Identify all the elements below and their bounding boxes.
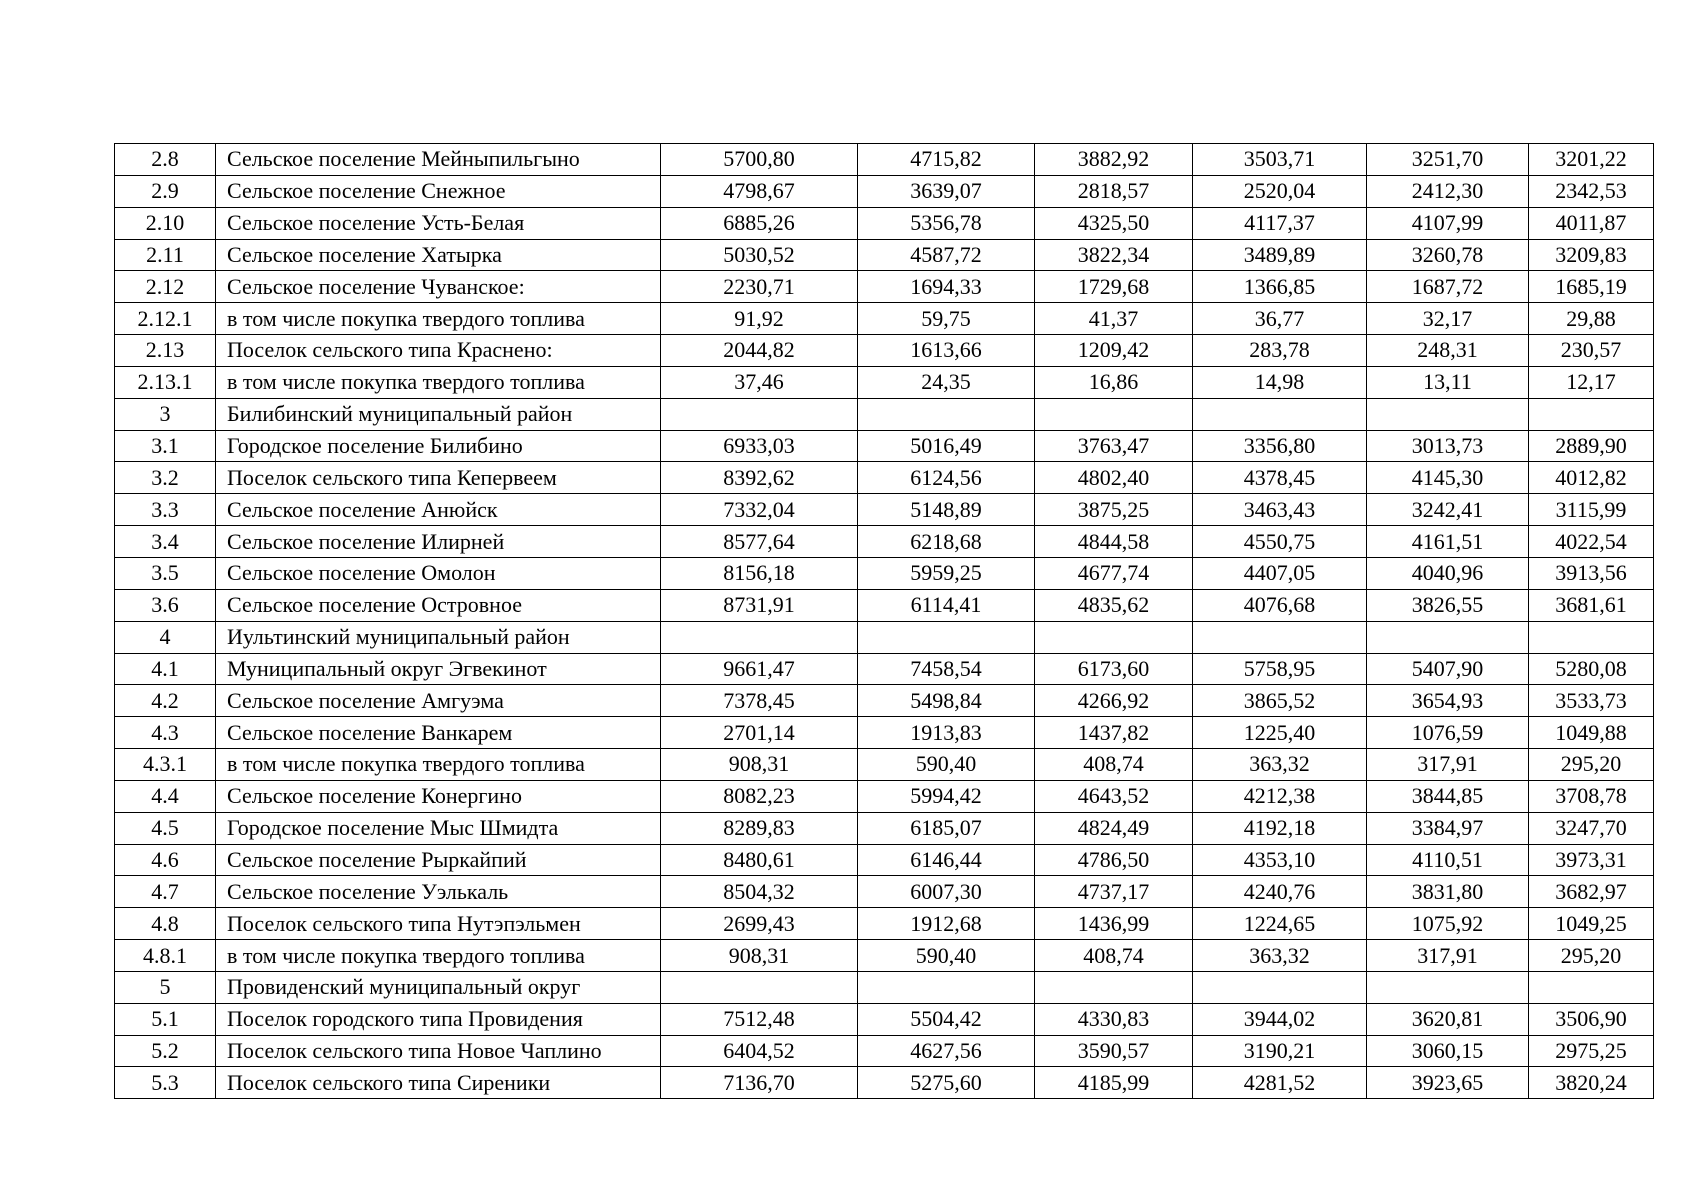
row-number-cell: 2.9: [115, 175, 216, 207]
row-number-cell: 3.4: [115, 526, 216, 558]
table-row: [115, 526, 1654, 558]
value-cell-col-5: [1367, 621, 1529, 653]
value-cell-col-2: 59,75: [858, 303, 1035, 335]
table-row: [115, 589, 1654, 621]
value-cell-col-5: 3844,85: [1367, 780, 1529, 812]
row-number-cell: 3: [115, 398, 216, 430]
value-cell-col-4: [1193, 971, 1367, 1003]
value-cell-col-5: 248,31: [1367, 335, 1529, 367]
value-cell-col-3: 4677,74: [1035, 557, 1193, 589]
value-cell-col-5: 317,91: [1367, 940, 1529, 972]
value-cell-col-3: [1035, 971, 1193, 1003]
value-cell-col-5: 1075,92: [1367, 908, 1529, 940]
row-number-cell: 3.6: [115, 589, 216, 621]
value-cell-col-5: 4107,99: [1367, 207, 1529, 239]
value-cell-col-4: [1193, 398, 1367, 430]
table-row: [115, 876, 1654, 908]
value-cell-col-5: 1076,59: [1367, 717, 1529, 749]
value-cell-col-3: 3875,25: [1035, 494, 1193, 526]
value-cell-col-5: [1367, 971, 1529, 1003]
value-cell-col-2: 1912,68: [858, 908, 1035, 940]
table-row: [115, 1035, 1654, 1067]
value-cell-col-1: 2044,82: [661, 335, 858, 367]
value-cell-col-4: 3356,80: [1193, 430, 1367, 462]
value-cell-col-3: 4835,62: [1035, 589, 1193, 621]
value-cell-col-6: 2975,25: [1529, 1035, 1654, 1067]
value-cell-col-4: [1193, 621, 1367, 653]
settlement-name-cell: Сельское поселение Амгуэма: [216, 685, 661, 717]
row-number-cell: 2.12.1: [115, 303, 216, 335]
value-cell-col-5: 3060,15: [1367, 1035, 1529, 1067]
value-cell-col-6: 295,20: [1529, 749, 1654, 781]
table-row: [115, 844, 1654, 876]
table-row: [115, 780, 1654, 812]
value-cell-col-6: 4011,87: [1529, 207, 1654, 239]
value-cell-col-4: 4192,18: [1193, 812, 1367, 844]
table-row: [115, 398, 1654, 430]
row-number-cell: 2.12: [115, 271, 216, 303]
value-cell-col-2: 6218,68: [858, 526, 1035, 558]
value-cell-col-4: 4550,75: [1193, 526, 1367, 558]
value-cell-col-5: 3251,70: [1367, 144, 1529, 176]
value-cell-col-2: 4587,72: [858, 239, 1035, 271]
row-number-cell: 5: [115, 971, 216, 1003]
value-cell-col-2: 590,40: [858, 749, 1035, 781]
settlement-name-cell: Поселок сельского типа Сиреники: [216, 1067, 661, 1099]
value-cell-col-2: 5016,49: [858, 430, 1035, 462]
settlement-name-cell: Сельское поселение Илирней: [216, 526, 661, 558]
settlement-name-cell: в том числе покупка твердого топлива: [216, 366, 661, 398]
value-cell-col-6: 12,17: [1529, 366, 1654, 398]
value-cell-col-1: 8392,62: [661, 462, 858, 494]
value-cell-col-2: 5356,78: [858, 207, 1035, 239]
value-cell-col-1: 8082,23: [661, 780, 858, 812]
value-cell-col-5: 3260,78: [1367, 239, 1529, 271]
row-number-cell: 5.3: [115, 1067, 216, 1099]
value-cell-col-1: 91,92: [661, 303, 858, 335]
table-row: [115, 749, 1654, 781]
value-cell-col-6: 3682,97: [1529, 876, 1654, 908]
table-row: [115, 908, 1654, 940]
settlement-name-cell: Билибинский муниципальный район: [216, 398, 661, 430]
value-cell-col-6: 2342,53: [1529, 175, 1654, 207]
settlement-name-cell: Сельское поселение Хатырка: [216, 239, 661, 271]
value-cell-col-4: 14,98: [1193, 366, 1367, 398]
value-cell-col-6: 3201,22: [1529, 144, 1654, 176]
value-cell-col-1: 5700,80: [661, 144, 858, 176]
value-cell-col-6: 3506,90: [1529, 1003, 1654, 1035]
value-cell-col-6: 1685,19: [1529, 271, 1654, 303]
settlement-name-cell: Сельское поселение Мейныпильгыно: [216, 144, 661, 176]
value-cell-col-3: 3590,57: [1035, 1035, 1193, 1067]
value-cell-col-6: [1529, 621, 1654, 653]
table-row: [115, 175, 1654, 207]
table-row: [115, 621, 1654, 653]
value-cell-col-2: [858, 621, 1035, 653]
value-cell-col-1: 37,46: [661, 366, 858, 398]
value-cell-col-6: 3247,70: [1529, 812, 1654, 844]
value-cell-col-4: 4117,37: [1193, 207, 1367, 239]
value-cell-col-3: 1436,99: [1035, 908, 1193, 940]
value-cell-col-2: 24,35: [858, 366, 1035, 398]
value-cell-col-3: 4737,17: [1035, 876, 1193, 908]
value-cell-col-3: 4330,83: [1035, 1003, 1193, 1035]
table-row: [115, 271, 1654, 303]
row-number-cell: 4.5: [115, 812, 216, 844]
value-cell-col-5: 3620,81: [1367, 1003, 1529, 1035]
value-cell-col-5: 4161,51: [1367, 526, 1529, 558]
row-number-cell: 4.8.1: [115, 940, 216, 972]
value-cell-col-6: 295,20: [1529, 940, 1654, 972]
value-cell-col-3: 6173,60: [1035, 653, 1193, 685]
value-cell-col-4: 3190,21: [1193, 1035, 1367, 1067]
value-cell-col-1: 7512,48: [661, 1003, 858, 1035]
value-cell-col-5: 317,91: [1367, 749, 1529, 781]
row-number-cell: 3.3: [115, 494, 216, 526]
value-cell-col-6: 29,88: [1529, 303, 1654, 335]
value-cell-col-3: 4844,58: [1035, 526, 1193, 558]
value-cell-col-2: 6146,44: [858, 844, 1035, 876]
value-cell-col-3: 408,74: [1035, 940, 1193, 972]
value-cell-col-3: 3882,92: [1035, 144, 1193, 176]
value-cell-col-3: 3822,34: [1035, 239, 1193, 271]
value-cell-col-4: 4378,45: [1193, 462, 1367, 494]
settlement-name-cell: в том числе покупка твердого топлива: [216, 303, 661, 335]
row-number-cell: 2.10: [115, 207, 216, 239]
value-cell-col-2: 5994,42: [858, 780, 1035, 812]
settlement-name-cell: Поселок городского типа Провидения: [216, 1003, 661, 1035]
value-cell-col-4: 363,32: [1193, 749, 1367, 781]
value-cell-col-6: 3913,56: [1529, 557, 1654, 589]
value-cell-col-2: 6124,56: [858, 462, 1035, 494]
value-cell-col-1: 6885,26: [661, 207, 858, 239]
table-body: [115, 144, 1654, 1099]
value-cell-col-4: 4407,05: [1193, 557, 1367, 589]
row-number-cell: 5.1: [115, 1003, 216, 1035]
value-cell-col-3: 4786,50: [1035, 844, 1193, 876]
row-number-cell: 2.13: [115, 335, 216, 367]
value-cell-col-2: 6007,30: [858, 876, 1035, 908]
table-row: [115, 812, 1654, 844]
value-cell-col-4: 4076,68: [1193, 589, 1367, 621]
value-cell-col-3: 4824,49: [1035, 812, 1193, 844]
value-cell-col-4: 3463,43: [1193, 494, 1367, 526]
value-cell-col-1: 4798,67: [661, 175, 858, 207]
value-cell-col-3: 1729,68: [1035, 271, 1193, 303]
value-cell-col-4: 3944,02: [1193, 1003, 1367, 1035]
value-cell-col-1: 908,31: [661, 749, 858, 781]
settlement-name-cell: Сельское поселение Уэлькаль: [216, 876, 661, 908]
value-cell-col-5: 3826,55: [1367, 589, 1529, 621]
row-number-cell: 2.11: [115, 239, 216, 271]
value-cell-col-1: 8289,83: [661, 812, 858, 844]
row-number-cell: 4.2: [115, 685, 216, 717]
value-cell-col-4: 3503,71: [1193, 144, 1367, 176]
value-cell-col-5: 1687,72: [1367, 271, 1529, 303]
value-cell-col-3: 4325,50: [1035, 207, 1193, 239]
value-cell-col-2: 1694,33: [858, 271, 1035, 303]
value-cell-col-5: 3654,93: [1367, 685, 1529, 717]
table-row: [115, 366, 1654, 398]
settlement-name-cell: Сельское поселение Чуванское:: [216, 271, 661, 303]
settlement-name-cell: Сельское поселение Ванкарем: [216, 717, 661, 749]
value-cell-col-4: 283,78: [1193, 335, 1367, 367]
settlement-name-cell: Сельское поселение Рыркайпий: [216, 844, 661, 876]
value-cell-col-6: 3708,78: [1529, 780, 1654, 812]
table-row: [115, 653, 1654, 685]
value-cell-col-1: 8731,91: [661, 589, 858, 621]
value-cell-col-1: 7378,45: [661, 685, 858, 717]
value-cell-col-5: 2412,30: [1367, 175, 1529, 207]
value-cell-col-4: 4353,10: [1193, 844, 1367, 876]
tariff-table: [114, 143, 1654, 1099]
table-row: [115, 717, 1654, 749]
table-row: [115, 207, 1654, 239]
value-cell-col-4: 4240,76: [1193, 876, 1367, 908]
value-cell-col-5: 4145,30: [1367, 462, 1529, 494]
settlement-name-cell: Городское поселение Мыс Шмидта: [216, 812, 661, 844]
value-cell-col-6: 3533,73: [1529, 685, 1654, 717]
value-cell-col-4: 1366,85: [1193, 271, 1367, 303]
value-cell-col-6: 230,57: [1529, 335, 1654, 367]
value-cell-col-6: 5280,08: [1529, 653, 1654, 685]
table-row: [115, 1067, 1654, 1099]
value-cell-col-3: 1209,42: [1035, 335, 1193, 367]
value-cell-col-1: 2230,71: [661, 271, 858, 303]
value-cell-col-1: [661, 621, 858, 653]
value-cell-col-4: 1224,65: [1193, 908, 1367, 940]
value-cell-col-3: 2818,57: [1035, 175, 1193, 207]
value-cell-col-1: 5030,52: [661, 239, 858, 271]
value-cell-col-6: 3973,31: [1529, 844, 1654, 876]
value-cell-col-6: 3115,99: [1529, 494, 1654, 526]
value-cell-col-1: 6933,03: [661, 430, 858, 462]
value-cell-col-2: [858, 971, 1035, 1003]
row-number-cell: 5.2: [115, 1035, 216, 1067]
value-cell-col-1: 8504,32: [661, 876, 858, 908]
value-cell-col-2: 5148,89: [858, 494, 1035, 526]
value-cell-col-5: 32,17: [1367, 303, 1529, 335]
value-cell-col-3: 16,86: [1035, 366, 1193, 398]
value-cell-col-5: 3242,41: [1367, 494, 1529, 526]
row-number-cell: 4.8: [115, 908, 216, 940]
value-cell-col-3: 4266,92: [1035, 685, 1193, 717]
table-row: [115, 940, 1654, 972]
value-cell-col-2: 3639,07: [858, 175, 1035, 207]
value-cell-col-2: 1613,66: [858, 335, 1035, 367]
value-cell-col-1: 8480,61: [661, 844, 858, 876]
row-number-cell: 4.3.1: [115, 749, 216, 781]
value-cell-col-4: 363,32: [1193, 940, 1367, 972]
table-row: [115, 335, 1654, 367]
value-cell-col-3: 408,74: [1035, 749, 1193, 781]
settlement-name-cell: Муниципальный округ Эгвекинот: [216, 653, 661, 685]
value-cell-col-1: 7332,04: [661, 494, 858, 526]
row-number-cell: 2.13.1: [115, 366, 216, 398]
value-cell-col-1: 8577,64: [661, 526, 858, 558]
value-cell-col-1: [661, 971, 858, 1003]
value-cell-col-2: 6114,41: [858, 589, 1035, 621]
settlement-name-cell: Сельское поселение Островное: [216, 589, 661, 621]
settlement-name-cell: Сельское поселение Анюйск: [216, 494, 661, 526]
value-cell-col-4: 1225,40: [1193, 717, 1367, 749]
value-cell-col-3: 1437,82: [1035, 717, 1193, 749]
value-cell-col-6: 4012,82: [1529, 462, 1654, 494]
value-cell-col-4: 36,77: [1193, 303, 1367, 335]
table-row: [115, 239, 1654, 271]
value-cell-col-2: 5959,25: [858, 557, 1035, 589]
value-cell-col-1: 2699,43: [661, 908, 858, 940]
settlement-name-cell: Поселок сельского типа Краснено:: [216, 335, 661, 367]
value-cell-col-4: 4212,38: [1193, 780, 1367, 812]
value-cell-col-5: 3831,80: [1367, 876, 1529, 908]
settlement-name-cell: Сельское поселение Усть-Белая: [216, 207, 661, 239]
value-cell-col-3: [1035, 398, 1193, 430]
settlement-name-cell: в том числе покупка твердого топлива: [216, 749, 661, 781]
value-cell-col-5: 13,11: [1367, 366, 1529, 398]
value-cell-col-5: 3013,73: [1367, 430, 1529, 462]
value-cell-col-6: 3681,61: [1529, 589, 1654, 621]
settlement-name-cell: в том числе покупка твердого топлива: [216, 940, 661, 972]
value-cell-col-4: 3489,89: [1193, 239, 1367, 271]
value-cell-col-6: 4022,54: [1529, 526, 1654, 558]
settlement-name-cell: Провиденский муниципальный округ: [216, 971, 661, 1003]
value-cell-col-4: 3865,52: [1193, 685, 1367, 717]
value-cell-col-1: 7136,70: [661, 1067, 858, 1099]
value-cell-col-2: 1913,83: [858, 717, 1035, 749]
value-cell-col-6: [1529, 398, 1654, 430]
settlement-name-cell: Сельское поселение Снежное: [216, 175, 661, 207]
value-cell-col-3: 4185,99: [1035, 1067, 1193, 1099]
value-cell-col-2: 5498,84: [858, 685, 1035, 717]
value-cell-col-1: [661, 398, 858, 430]
value-cell-col-2: 5275,60: [858, 1067, 1035, 1099]
value-cell-col-1: 908,31: [661, 940, 858, 972]
settlement-name-cell: Иультинский муниципальный район: [216, 621, 661, 653]
settlement-name-cell: Поселок сельского типа Кепервеем: [216, 462, 661, 494]
value-cell-col-6: 2889,90: [1529, 430, 1654, 462]
value-cell-col-4: 4281,52: [1193, 1067, 1367, 1099]
value-cell-col-6: 1049,88: [1529, 717, 1654, 749]
value-cell-col-6: [1529, 971, 1654, 1003]
value-cell-col-2: 6185,07: [858, 812, 1035, 844]
value-cell-col-5: 4040,96: [1367, 557, 1529, 589]
value-cell-col-2: 7458,54: [858, 653, 1035, 685]
table-row: [115, 557, 1654, 589]
table-row: [115, 462, 1654, 494]
value-cell-col-4: 2520,04: [1193, 175, 1367, 207]
value-cell-col-5: [1367, 398, 1529, 430]
settlement-name-cell: Сельское поселение Конергино: [216, 780, 661, 812]
value-cell-col-6: 3820,24: [1529, 1067, 1654, 1099]
value-cell-col-2: 4627,56: [858, 1035, 1035, 1067]
value-cell-col-1: 8156,18: [661, 557, 858, 589]
value-cell-col-6: 3209,83: [1529, 239, 1654, 271]
row-number-cell: 3.5: [115, 557, 216, 589]
row-number-cell: 4.4: [115, 780, 216, 812]
value-cell-col-5: 3384,97: [1367, 812, 1529, 844]
value-cell-col-1: 6404,52: [661, 1035, 858, 1067]
table-row: [115, 144, 1654, 176]
value-cell-col-3: 4643,52: [1035, 780, 1193, 812]
table-row: [115, 685, 1654, 717]
value-cell-col-1: 9661,47: [661, 653, 858, 685]
value-cell-col-2: 4715,82: [858, 144, 1035, 176]
settlement-name-cell: Поселок сельского типа Новое Чаплино: [216, 1035, 661, 1067]
value-cell-col-1: 2701,14: [661, 717, 858, 749]
value-cell-col-3: 3763,47: [1035, 430, 1193, 462]
value-cell-col-6: 1049,25: [1529, 908, 1654, 940]
row-number-cell: 4.1: [115, 653, 216, 685]
table-row: [115, 303, 1654, 335]
settlement-name-cell: Сельское поселение Омолон: [216, 557, 661, 589]
row-number-cell: 4.7: [115, 876, 216, 908]
value-cell-col-2: 5504,42: [858, 1003, 1035, 1035]
value-cell-col-3: [1035, 621, 1193, 653]
row-number-cell: 3.2: [115, 462, 216, 494]
table-row: [115, 430, 1654, 462]
value-cell-col-2: [858, 398, 1035, 430]
settlement-name-cell: Поселок сельского типа Нутэпэльмен: [216, 908, 661, 940]
row-number-cell: 2.8: [115, 144, 216, 176]
value-cell-col-3: 41,37: [1035, 303, 1193, 335]
table-row: [115, 494, 1654, 526]
value-cell-col-5: 5407,90: [1367, 653, 1529, 685]
row-number-cell: 4.3: [115, 717, 216, 749]
row-number-cell: 4.6: [115, 844, 216, 876]
value-cell-col-5: 4110,51: [1367, 844, 1529, 876]
row-number-cell: 4: [115, 621, 216, 653]
value-cell-col-4: 5758,95: [1193, 653, 1367, 685]
value-cell-col-5: 3923,65: [1367, 1067, 1529, 1099]
table-row: [115, 1003, 1654, 1035]
value-cell-col-3: 4802,40: [1035, 462, 1193, 494]
value-cell-col-2: 590,40: [858, 940, 1035, 972]
table-row: [115, 971, 1654, 1003]
settlement-name-cell: Городское поселение Билибино: [216, 430, 661, 462]
row-number-cell: 3.1: [115, 430, 216, 462]
